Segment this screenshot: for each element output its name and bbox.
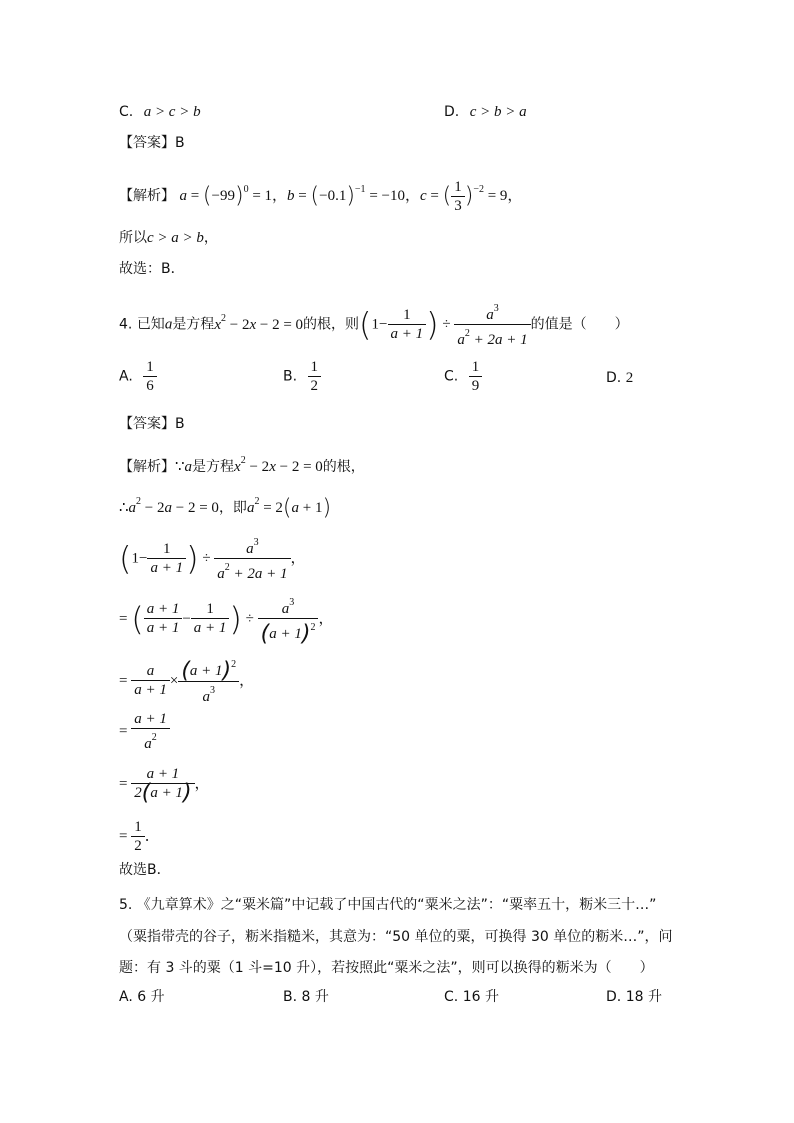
q4-analysis-line1: 【解析】∵a是方程$x^2 - 2x - 2 = 0$的根，: [119, 455, 365, 475]
q3-choose: 故选：B．: [119, 261, 185, 277]
q4-analysis-line2: $\therefore a^2 - 2a - 2 = 0$，即$a^2 = 2(a + 1)$: [119, 495, 332, 521]
q4-step3: = $\frac{a}{a + 1}$ × $\frac{(a + 1)^2}{a^3}$ ，: [119, 656, 254, 706]
q4-step1: (1− $\frac{1}{a + 1}$ ) ÷ $\frac{a^3}{a^2 + 2a + 1}$ ，: [119, 534, 306, 583]
q3-conclusion: 所以c > a > b，: [119, 230, 218, 246]
q5-option-d: D. 18 升: [606, 989, 662, 1005]
q5-option-a: A. 6 升: [119, 989, 165, 1005]
q5-line1: 5. 《九章算术》之“粟米篇”中记载了中国古代的“粟米之法”：“粟率五十，粝米三十…”: [119, 897, 657, 913]
q4-option-a: A. $\frac{1}{6}$: [119, 358, 157, 395]
q5-option-b: B. 8 升: [283, 989, 329, 1005]
q4-step5: = $\frac{a + 1}{2(a + 1)}$ ，: [119, 766, 210, 806]
q4-option-d: D. 2: [606, 370, 634, 386]
q4-choose: 故选B．: [119, 862, 171, 878]
q4-option-c: C. $\frac{1}{9}$: [444, 358, 482, 395]
q4-option-b: B. $\frac{1}{2}$: [283, 358, 321, 395]
q4-step2: = ( $\frac{a + 1}{a + 1}$ − $\frac{1}{a + 1}$ ) ÷ $\frac{a^3}{(a + 1)^2}$ ，: [119, 594, 333, 644]
q3-option-d: D. c > b > a: [444, 104, 527, 120]
q4-stem: 4. 已知a是方程$x^2 - 2x - 2 = 0$的根，则(1− $\frac{1}{a + 1}$ ) ÷ $\frac{a^3}{a^2 + 2a + 1}$ 的值是（ ）: [119, 300, 629, 349]
q4-step4: = $\frac{a + 1}{a^2}$: [119, 710, 170, 753]
q4-step6: = $\frac{1}{2}$ ．: [119, 819, 160, 854]
q5-option-c: C. 16 升: [444, 989, 499, 1005]
q5-line2: （粟指带壳的谷子，粝米指糙米，其意为：“50 单位的粟，可换得 30 单位的粝米…”，问: [119, 929, 673, 945]
q3-option-c: C. a > c > b: [119, 104, 201, 120]
q3-answer: 【答案】B: [119, 135, 185, 151]
q5-line3: 题：有 3 斗的粟（1 斗=10 升），若按照此“粟米之法”，则可以换得的粝米为（ ）: [119, 960, 654, 976]
q4-answer: 【答案】B: [119, 416, 185, 432]
q3-analysis: 【解析】 $a = (-99)^0 = 1$，$b = (-0.1)^{-1} = -10$，c = ( $\frac{1}{3}$ )$^{-2}$ = 9，: [119, 179, 523, 215]
